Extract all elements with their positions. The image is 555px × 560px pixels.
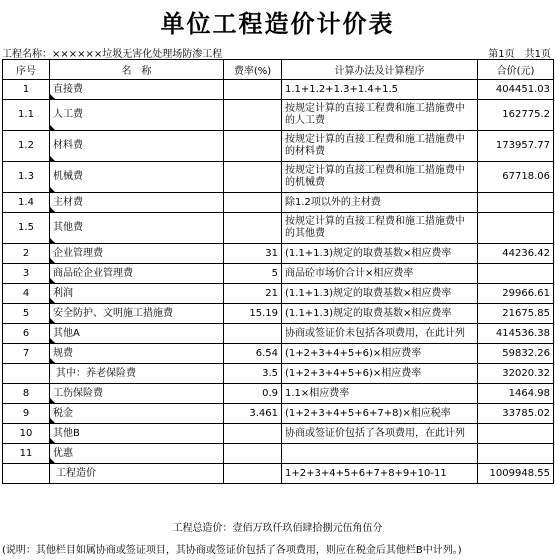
table-row (3, 264, 554, 284)
row-amount (478, 213, 554, 244)
row-no: 4 (3, 284, 50, 304)
row-procedure: (1.1+1.3)规定的取费基数×相应费率 (282, 284, 478, 304)
row-procedure: 协商或签证价未包括各项费用，在此计列 (282, 324, 478, 344)
row-rate (224, 213, 282, 244)
table-row (3, 213, 554, 244)
row-amount: 29966.61 (478, 284, 554, 304)
row-no (3, 364, 50, 384)
row-amount: 414536.38 (478, 324, 554, 344)
row-rate (224, 131, 282, 162)
row-amount: 32020.32 (478, 364, 554, 384)
table-row (3, 100, 554, 131)
project-name: 工程名称：××××××垃圾无害化处理场防渗工程 (2, 49, 223, 60)
row-name: 工程造价 (50, 464, 224, 484)
row-no: 7 (3, 344, 50, 364)
page-indicator: 第1页 共1页 (488, 49, 551, 60)
row-rate (224, 464, 282, 484)
row-no: 3 (3, 264, 50, 284)
header-no: 序号 (3, 60, 50, 80)
table-row (3, 324, 554, 344)
row-amount: 67718.06 (478, 162, 554, 193)
row-procedure: 除1.2项以外的主材费 (282, 193, 478, 213)
table-row-total (3, 464, 554, 484)
row-name: 利润 (50, 284, 224, 304)
row-name: 人工费 (50, 100, 224, 131)
sheet-title: 单位工程造价计价表 (160, 10, 395, 38)
header-procedure: 计算办法及计算程序 (282, 60, 478, 80)
row-procedure: 按规定计算的直接工程费和施工措施费中的其他费 (282, 213, 478, 244)
row-no: 9 (3, 404, 50, 424)
row-amount: 44236.42 (478, 244, 554, 264)
row-procedure: 按规定计算的直接工程费和施工措施费中的材料费 (282, 131, 478, 162)
table-row (3, 244, 554, 264)
row-name: 优惠 (50, 444, 224, 464)
table-row (3, 284, 554, 304)
cost-table (2, 59, 554, 484)
row-no: 1.4 (3, 193, 50, 213)
row-name: 其他费 (50, 213, 224, 244)
row-rate: 3.461 (224, 404, 282, 424)
row-name: 机械费 (50, 162, 224, 193)
row-name: 税金 (50, 404, 224, 424)
table-row (3, 131, 554, 162)
row-procedure: 协商或签证价包括了各项费用，在此计列 (282, 424, 478, 444)
table-row (3, 162, 554, 193)
table-row (3, 344, 554, 364)
row-no (3, 464, 50, 484)
footnote: (说明：其他栏目如属协商或签证项目，其协商或签证价包括了各项费用，则应在税金后其他栏B中计列。) (2, 545, 462, 556)
row-no: 1.3 (3, 162, 50, 193)
row-procedure: (1+2+3+4+5+6)×相应费率 (282, 344, 478, 364)
row-procedure: 按规定计算的直接工程费和施工措施费中的人工费 (282, 100, 478, 131)
row-amount: 1464.98 (478, 384, 554, 404)
table-row (3, 384, 554, 404)
row-name: 其他A (50, 324, 224, 344)
total-cost-in-words: 工程总造价：壹佰万玖仟玖佰肆拾捌元伍角伍分 (172, 523, 383, 534)
row-procedure: 1.1+1.2+1.3+1.4+1.5 (282, 80, 478, 100)
row-rate (224, 193, 282, 213)
row-no: 1.2 (3, 131, 50, 162)
table-row (3, 444, 554, 464)
row-rate (224, 324, 282, 344)
row-rate: 21 (224, 284, 282, 304)
row-procedure (282, 444, 478, 464)
row-name: 商品砼企业管理费 (50, 264, 224, 284)
row-procedure: (1.1+1.3)规定的取费基数×相应费率 (282, 304, 478, 324)
row-procedure: (1+2+3+4+5+6+7+8)×相应税率 (282, 404, 478, 424)
row-name: 其他B (50, 424, 224, 444)
row-no: 1.5 (3, 213, 50, 244)
row-amount: 1009948.55 (478, 464, 554, 484)
row-amount (478, 424, 554, 444)
header-rate: 费率(%) (224, 60, 282, 80)
row-amount (478, 264, 554, 284)
table-row (3, 80, 554, 100)
row-procedure: 1+2+3+4+5+6+7+8+9+10-11 (282, 464, 478, 484)
row-name: 其中：养老保险费 (50, 364, 224, 384)
table-row (3, 424, 554, 444)
row-rate (224, 162, 282, 193)
row-name: 工伤保险费 (50, 384, 224, 404)
row-rate: 31 (224, 244, 282, 264)
row-rate (224, 100, 282, 131)
table-header-row (3, 60, 554, 80)
row-rate (224, 80, 282, 100)
sheet-meta (2, 43, 553, 59)
row-procedure: 1.1×相应费率 (282, 384, 478, 404)
row-rate: 5 (224, 264, 282, 284)
row-rate: 6.54 (224, 344, 282, 364)
row-no: 6 (3, 324, 50, 344)
row-rate (224, 424, 282, 444)
table-row (3, 193, 554, 213)
row-name: 规费 (50, 344, 224, 364)
row-procedure: (1.1+1.3)规定的取费基数×相应费率 (282, 244, 478, 264)
row-rate: 3.5 (224, 364, 282, 384)
row-amount: 404451.03 (478, 80, 554, 100)
row-no: 5 (3, 304, 50, 324)
table-row (3, 404, 554, 424)
row-rate (224, 444, 282, 464)
row-amount: 173957.77 (478, 131, 554, 162)
row-amount (478, 193, 554, 213)
row-no: 8 (3, 384, 50, 404)
row-procedure: 商品砼市场价合计×相应费率 (282, 264, 478, 284)
row-no: 11 (3, 444, 50, 464)
row-amount: 21675.85 (478, 304, 554, 324)
header-amount: 合价(元) (478, 60, 554, 80)
row-amount (478, 444, 554, 464)
row-rate: 15.19 (224, 304, 282, 324)
header-name: 名 称 (50, 60, 224, 80)
row-procedure: (1+2+3+4+5+6)×相应费率 (282, 364, 478, 384)
row-name: 安全防护、文明施工措施费 (50, 304, 224, 324)
row-name: 主材费 (50, 193, 224, 213)
row-amount: 59832.26 (478, 344, 554, 364)
row-name: 企业管理费 (50, 244, 224, 264)
row-no: 10 (3, 424, 50, 444)
row-rate: 0.9 (224, 384, 282, 404)
row-no: 2 (3, 244, 50, 264)
row-amount: 33785.02 (478, 404, 554, 424)
row-procedure: 按规定计算的直接工程费和施工措施费中的机械费 (282, 162, 478, 193)
row-name: 直接费 (50, 80, 224, 100)
row-no: 1.1 (3, 100, 50, 131)
table-row (3, 364, 554, 384)
row-amount: 162775.2 (478, 100, 554, 131)
row-no: 1 (3, 80, 50, 100)
table-row (3, 304, 554, 324)
row-name: 材料费 (50, 131, 224, 162)
